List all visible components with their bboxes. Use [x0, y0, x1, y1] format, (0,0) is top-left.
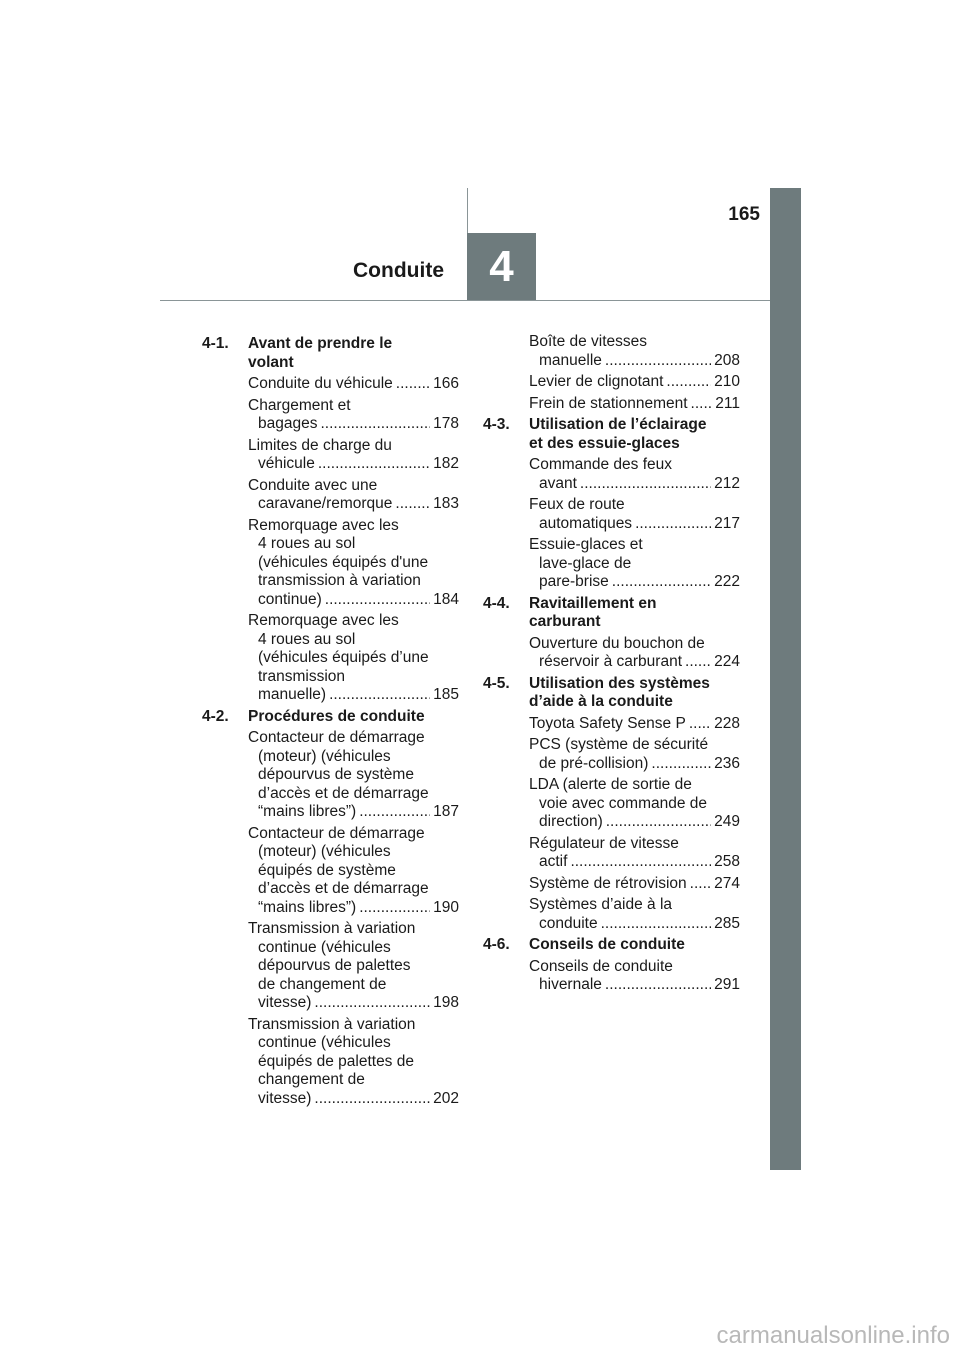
toc-entry-label: Toyota Safety Sense P: [529, 714, 686, 732]
toc-entry-label: Levier de clignotant: [529, 373, 664, 390]
toc-page-number: 211: [715, 394, 740, 412]
toc-entry[interactable]: [529, 835, 740, 872]
section-number: 4-1.: [202, 335, 229, 352]
toc-entry[interactable]: [248, 920, 459, 1013]
toc-entry-text: [248, 397, 459, 416]
toc-entry-line: d’accès et de démarrage: [258, 784, 429, 802]
toc-entry-last-line: [529, 573, 740, 592]
toc-page-number: 178: [433, 415, 459, 432]
toc-entry-last-line: [248, 994, 459, 1013]
toc-entry-label: réservoir à carburant: [539, 653, 683, 670]
toc-page-number: 236: [714, 754, 740, 772]
toc-entry-line: de changement de: [258, 975, 387, 993]
toc-entry-line: Remorquage avec les: [248, 516, 399, 534]
toc-entry-last-line: [529, 813, 740, 832]
toc-entry[interactable]: [529, 875, 740, 894]
toc-entry-line: Ouverture du bouchon de: [529, 634, 705, 652]
toc-column-right: [483, 333, 740, 998]
toc-entry-last-line: [248, 899, 459, 918]
toc-entry-label: direction): [539, 813, 603, 830]
toc-entry-line: PCS (système de sécurité: [529, 736, 709, 753]
watermark: carmanualsonline.info: [716, 1322, 950, 1349]
section-title-line: Utilisation de l’éclairage: [529, 416, 707, 433]
toc-entry-label: “mains libres”): [258, 803, 357, 820]
toc-entry-label: Conduite du véhicule: [248, 375, 393, 392]
toc-entry[interactable]: [248, 517, 459, 610]
toc-entry-label: pare-brise: [539, 573, 609, 590]
toc-entry-label: vitesse): [258, 994, 312, 1011]
toc-entry-text: [529, 635, 740, 654]
toc-entry-text: [529, 456, 740, 475]
toc-entry-last-line: [248, 803, 459, 822]
section-title: [529, 936, 740, 955]
toc-entry[interactable]: [529, 776, 740, 832]
dot-leader: [689, 715, 711, 734]
toc-entry[interactable]: [529, 896, 740, 933]
toc-entry[interactable]: [529, 373, 740, 392]
toc-entry-text: [529, 736, 740, 755]
toc-entry[interactable]: [248, 397, 459, 434]
toc-entry-last-line: [248, 455, 459, 474]
dot-leader: [395, 495, 430, 514]
section-title-line: d’aide à la conduite: [529, 693, 673, 710]
section-number: 4-3.: [483, 416, 510, 433]
dot-leader: [314, 994, 430, 1013]
toc-page-number: 224: [714, 653, 740, 670]
toc-entry-text: [529, 835, 740, 854]
toc-entry-last-line: [529, 395, 740, 414]
section-heading: [483, 675, 740, 712]
toc-entry-text: [248, 729, 459, 803]
toc-entry-text: [248, 477, 459, 496]
toc-entry-text: [529, 776, 740, 813]
section-number: 4-4.: [483, 594, 510, 612]
toc-entry-last-line: [248, 591, 459, 610]
toc-page-number: 258: [714, 853, 740, 870]
toc-entry-line: (moteur) (véhicules: [258, 747, 391, 765]
dot-leader: [685, 653, 711, 672]
toc-entry[interactable]: [248, 477, 459, 514]
dot-leader: [580, 475, 711, 494]
dot-leader: [605, 976, 711, 995]
page-number: 165: [728, 204, 760, 225]
toc-entry-line: Limites de charge du: [248, 436, 392, 454]
header-divider-horizontal: [160, 300, 770, 301]
toc-entry-line: Conseils de conduite: [529, 957, 673, 975]
toc-entry-last-line: [529, 875, 740, 894]
toc-entry-label: caravane/remorque: [258, 495, 393, 512]
toc-page-number: 166: [433, 375, 459, 392]
toc-entry-line: voie avec commande de: [539, 794, 708, 812]
toc-entry-label: manuelle: [539, 351, 602, 369]
toc-entry-line: continue (véhicules: [258, 938, 391, 956]
section-heading: [483, 416, 740, 453]
section-title-line: Procédures de conduite: [248, 707, 425, 725]
toc-entry-last-line: [248, 415, 459, 434]
dot-leader: [570, 853, 711, 872]
toc-entry-line: Chargement et: [248, 396, 351, 414]
section-number: 4-6.: [483, 936, 510, 953]
section-title: [529, 595, 740, 632]
toc-page-number: 212: [714, 474, 740, 492]
dot-leader: [396, 375, 430, 394]
toc-entry-last-line: [248, 375, 459, 394]
toc-entry-label: de pré-collision): [539, 754, 649, 772]
toc-entry-label: conduite: [539, 914, 598, 932]
toc-entry-line: équipés de palettes de: [258, 1052, 414, 1070]
toc-page-number: 249: [714, 813, 740, 830]
toc-entry-text: [248, 517, 459, 591]
toc-entry-last-line: [529, 915, 740, 934]
section-heading: [483, 936, 740, 955]
toc-page-number: 285: [714, 914, 740, 932]
toc-page-number: 217: [714, 514, 740, 532]
toc-entry-text: [529, 496, 740, 515]
toc-entry-label: Frein de stationnement: [529, 394, 688, 412]
toc-entry-last-line: [529, 352, 740, 371]
toc-entry-text: [529, 896, 740, 915]
toc-page-number: 190: [433, 898, 459, 916]
toc-entry-line: équipés de système: [258, 861, 396, 879]
toc-entry[interactable]: [529, 715, 740, 734]
toc-entry-text: [248, 437, 459, 456]
dot-leader: [666, 373, 711, 392]
dot-leader: [606, 813, 711, 832]
toc-page-number: 184: [433, 590, 459, 608]
section-title-line: Conseils de conduite: [529, 936, 685, 953]
toc-section: [483, 595, 740, 672]
toc-entry-line: dépourvus de palettes: [258, 957, 411, 974]
toc-entry-line: 4 roues au sol: [258, 630, 356, 648]
section-title-line: volant: [248, 353, 294, 371]
dot-leader: [612, 573, 711, 592]
chapter-title: Conduite: [353, 259, 444, 282]
toc-entry-last-line: [529, 755, 740, 774]
toc-entry-last-line: [529, 853, 740, 872]
toc-entry[interactable]: [529, 736, 740, 773]
toc-entry[interactable]: [248, 729, 459, 822]
toc-entry-line: Conduite avec une: [248, 476, 378, 494]
toc-entry-line: Régulateur de vitesse: [529, 834, 679, 852]
toc-entry-line: Boîte de vitesses: [529, 333, 648, 350]
toc-entry-line: transmission à variation: [258, 572, 421, 589]
section-title-line: Utilisation des systèmes: [529, 674, 710, 692]
dot-leader: [690, 875, 711, 894]
toc-entry-line: lave-glace de: [539, 554, 632, 572]
dot-leader: [325, 591, 430, 610]
section-title-line: carburant: [529, 613, 601, 630]
toc-entry-last-line: [529, 373, 740, 392]
toc-entry-line: dépourvus de système: [258, 766, 414, 783]
toc-section: [483, 416, 740, 592]
toc-section: [202, 335, 459, 705]
toc-page-number: 274: [714, 874, 740, 892]
toc-entry-line: changement de: [258, 1071, 365, 1088]
toc-entry-label: actif: [539, 853, 568, 870]
toc-entry-line: LDA (alerte de sortie de: [529, 776, 692, 793]
section-heading: [202, 335, 459, 372]
toc-entry-label: hivernale: [539, 976, 602, 993]
toc-entry-last-line: [529, 976, 740, 995]
section-heading: [483, 595, 740, 632]
toc-entry-last-line: [248, 495, 459, 514]
toc-entry[interactable]: [248, 1016, 459, 1109]
dot-leader: [605, 352, 711, 371]
dot-leader: [318, 455, 430, 474]
toc-entry-label: “mains libres”): [258, 898, 357, 916]
toc-entry-last-line: [529, 715, 740, 734]
toc-entry-line: Commande des feux: [529, 456, 673, 473]
dot-leader: [691, 395, 713, 414]
toc-entry-text: [529, 333, 740, 352]
toc-page-number: 202: [433, 1089, 459, 1107]
section-title-line: Avant de prendre le: [248, 335, 393, 352]
toc-page-number: 228: [714, 714, 740, 732]
dot-leader: [329, 686, 430, 705]
toc-entry-line: d’accès et de démarrage: [258, 880, 429, 897]
chapter-number-box: [467, 233, 536, 300]
toc-entry[interactable]: [248, 437, 459, 474]
toc-entry-line: Essuie-glaces et: [529, 536, 643, 553]
toc-entry-last-line: [248, 1090, 459, 1109]
toc-entry-text: [248, 920, 459, 994]
toc-entry-last-line: [248, 686, 459, 705]
chapter-side-tab: [770, 188, 801, 1170]
toc-page-number: 185: [433, 686, 459, 703]
toc-page-number: 187: [433, 803, 459, 820]
toc-entry-line: Contacteur de démarrage: [248, 824, 425, 842]
dot-leader: [359, 899, 430, 918]
toc-section: [483, 333, 740, 413]
toc-entry-text: [248, 825, 459, 899]
section-title: [529, 675, 740, 712]
toc-entry-text: [248, 612, 459, 686]
toc-page-number: 210: [714, 373, 740, 390]
section-title: [529, 416, 740, 453]
chapter-number: 4: [489, 241, 514, 291]
toc-entry-line: (moteur) (véhicules: [258, 843, 391, 860]
toc-entry[interactable]: [248, 375, 459, 394]
dot-leader: [601, 915, 712, 934]
toc-entry-label: avant: [539, 474, 577, 492]
section-title-line: Ravitaillement en: [529, 594, 657, 612]
toc-page-number: 198: [433, 994, 459, 1011]
toc-entry-label: bagages: [258, 415, 318, 432]
toc-section: [483, 675, 740, 934]
toc-section: [483, 936, 740, 995]
toc-entry-line: Transmission à variation: [248, 1015, 416, 1033]
toc-entry[interactable]: [529, 536, 740, 592]
toc-entry[interactable]: [529, 395, 740, 414]
toc-entry-label: automatiques: [539, 514, 633, 532]
toc-page-number: 183: [433, 495, 459, 512]
toc-entry-text: [529, 536, 740, 573]
toc-entry-text: [248, 1016, 459, 1090]
section-title: [248, 335, 459, 372]
toc-entry-line: 4 roues au sol: [258, 535, 356, 552]
section-number: 4-5.: [483, 674, 510, 692]
toc-column-left: [202, 335, 459, 1111]
toc-entry-last-line: [529, 515, 740, 534]
toc-entry[interactable]: [529, 333, 740, 370]
toc-entry[interactable]: [529, 496, 740, 533]
toc-page-number: 182: [433, 455, 459, 472]
toc-page-number: 222: [714, 573, 740, 590]
section-title-line: et des essuie-glaces: [529, 434, 680, 452]
toc-entry-text: [529, 958, 740, 977]
dot-leader: [314, 1090, 430, 1109]
section-number: 4-2.: [202, 707, 229, 725]
toc-entry-line: continue (véhicules: [258, 1034, 391, 1051]
toc-entry-line: Feux de route: [529, 496, 625, 513]
toc-entry-line: Transmission à variation: [248, 920, 416, 937]
toc-entry-label: continue): [258, 590, 322, 608]
toc-entry[interactable]: [529, 635, 740, 672]
toc-entry-line: Remorquage avec les: [248, 612, 399, 629]
toc-entry-line: Contacteur de démarrage: [248, 729, 425, 746]
toc-entry[interactable]: [529, 456, 740, 493]
section-title: [248, 708, 459, 727]
dot-leader: [320, 415, 430, 434]
toc-entry-line: Systèmes d’aide à la: [529, 896, 673, 913]
dot-leader: [359, 803, 430, 822]
toc-section: [202, 708, 459, 1109]
section-heading: [202, 708, 459, 727]
toc-entry[interactable]: [529, 958, 740, 995]
toc-entry-label: Système de rétrovision: [529, 874, 687, 892]
dot-leader: [651, 755, 711, 774]
toc-entry[interactable]: [248, 612, 459, 705]
toc-page-number: 208: [714, 351, 740, 369]
toc-entry-line: (véhicules équipés d'une: [258, 553, 429, 571]
toc-entry[interactable]: [248, 825, 459, 918]
toc-entry-last-line: [529, 475, 740, 494]
toc-page-number: 291: [714, 976, 740, 993]
toc-entry-label: vitesse): [258, 1089, 312, 1107]
dot-leader: [635, 515, 711, 534]
toc-entry-line: transmission: [258, 667, 345, 685]
toc-entry-line: (véhicules équipés d’une: [258, 649, 429, 666]
toc-entry-label: véhicule: [258, 455, 315, 472]
toc-entry-last-line: [529, 653, 740, 672]
toc-entry-label: manuelle): [258, 686, 327, 703]
